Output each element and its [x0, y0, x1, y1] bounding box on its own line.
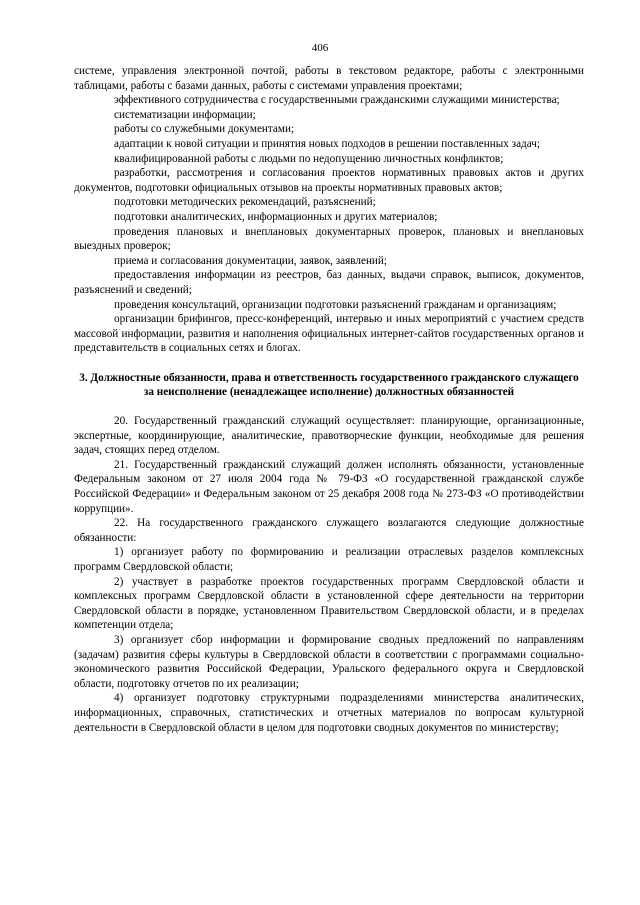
paragraph: эффективного сотрудничества с государственными гражданскими служащими министерства; [114, 94, 560, 107]
paragraph: системе, управления электронной почтой, работы в текстовом редакторе, работы с электронными таблицами, работы с базами данных, работы с системами управления проектами; [74, 65, 584, 92]
section-heading: 3. Должностные обязанности, права и ответственность государственного гражданского служащего за неисполнение (ненадлежащее исполнение) должностных обязанностей [79, 371, 579, 399]
paragraph: систематизации информации; [114, 108, 256, 121]
paragraph: подготовки аналитических, информационных и других материалов; [114, 210, 438, 223]
paragraph: 1) организует работу по формированию и реализации отраслевых разделов комплексных программ Свердловской области; [74, 546, 584, 573]
paragraph: подготовки методических рекомендаций, разъяснений; [114, 196, 376, 209]
paragraph: предоставления информации из реестров, баз данных, выдачи справок, выписок, документов, разъяснений и сведений; [74, 269, 584, 296]
paragraph: 2) участвует в разработке проектов государственных программ Свердловской области и комплексных программ Свердловской области в установленной сфере деятельности на территории Свердловской области в порядке, установленном Правительством Свердловской области, и в пределах компетенции отдела; [74, 575, 584, 632]
paragraph: 20. Государственный гражданский служащий осуществляет: планирующие, организационные, экспертные, координирующие, аналитические, правотворческие функции, необходимые для решения задач, стоящих перед отделом. [74, 415, 584, 457]
page-number: 406 [311, 42, 329, 54]
bottom-paragraph-list [74, 414, 584, 735]
paragraph: работы со служебными документами; [114, 123, 295, 136]
paragraph: 21. Государственный гражданский служащий должен исполнять обязанности, установленные Федеральным законом от 27 июля 2004 года № 79-ФЗ «О государственной гражданской службе Российской Федерации» и Федеральным законом от 25 декабря 2008 года № 273-ФЗ «О противодействии коррупции». [74, 458, 584, 515]
paragraph: 22. На государственного гражданского служащего возлагаются следующие должностные обязанности: [74, 517, 584, 544]
paragraph: 3) организует сбор информации и формирование сводных предложений по направлениям (задачам) развития сферы культуры в Свердловской области в соответствии с программами социально-экономического развития Российской Федерации, Уральского федерального округа и Свердловской области, подготовку отчетов по их реализации; [74, 633, 584, 690]
top-paragraph-list [74, 64, 584, 356]
paragraph: организации брифингов, пресс-конференций, интервью и иных мероприятий с участием средств массовой информации, развития и наполнения официальных интернет-сайтов государственных органов и представительств в социальных сетях и блогах. [74, 313, 584, 355]
paragraph: адаптации к новой ситуации и принятия новых подходов в решении поставленных задач; [114, 137, 540, 150]
paragraph: разработки, рассмотрения и согласования проектов нормативных правовых актов и других документов, подготовки официальных отзывов на проекты нормативных правовых актов; [74, 167, 584, 194]
document-body [74, 64, 584, 735]
paragraph: проведения плановых и внеплановых документарных проверок, плановых и внеплановых выездных проверок; [74, 225, 584, 253]
paragraph: квалифицированной работы с людьми по недопущению личностных конфликтов; [114, 152, 504, 165]
paragraph: проведения консультаций, организации подготовки разъяснений гражданам и организациям; [114, 298, 557, 311]
paragraph: 4) организует подготовку структурными подразделениями министерства аналитических, информационных, справочных, статистических и отчетных материалов по вопросам культурной деятельности в Свердловской области в целом для подготовки сводных документов по министерству; [74, 692, 584, 734]
paragraph: приема и согласования документации, заявок, заявлений; [114, 254, 388, 267]
